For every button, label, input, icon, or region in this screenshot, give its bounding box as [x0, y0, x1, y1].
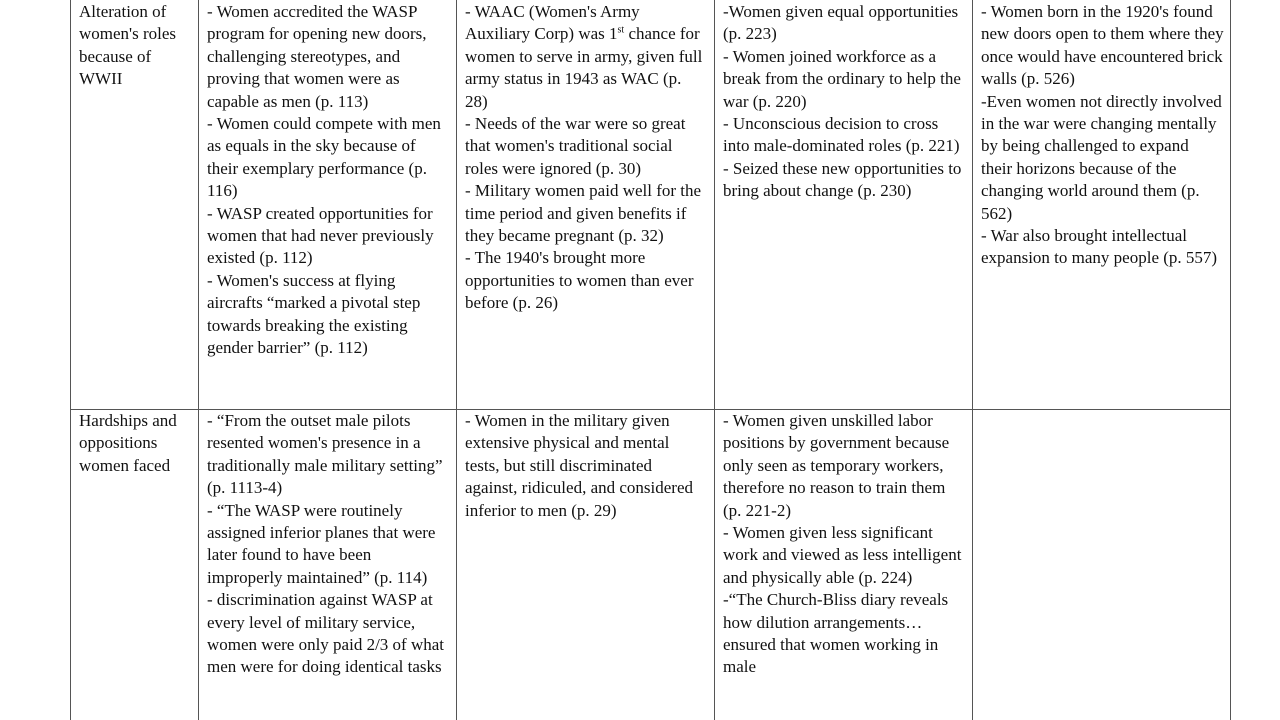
note-item: - Women could compete with men as equals in the sky because of their exemplary performance (p. 116) [207, 114, 441, 201]
note-item: - Women joined workforce as a break from the ordinary to help the war (p. 220) [723, 46, 961, 111]
notes-table [70, 0, 1231, 720]
source-cell-2 [457, 410, 715, 720]
note-item: - Women given unskilled labor positions by government because only seen as temporary workers, therefore no reason to train them (p. 221-2) [723, 411, 950, 520]
note-item: - “The WASP were routinely assigned inferior planes that were later found to have been improperly maintained” (p. 114) [207, 500, 436, 587]
note-item [465, 1, 708, 113]
table-row [71, 0, 1231, 410]
ordinal-suffix: st [617, 24, 625, 36]
note-item: - War also brought intellectual expansion to many people (p. 557) [981, 226, 1218, 268]
source-cell-3 [715, 0, 973, 410]
note-item: - Unconscious decision to cross into male-dominated roles (p. 221) [723, 114, 960, 156]
note-item: - “From the outset male pilots resented women's presence in a traditionally male military setting” (p. 1113-4) [207, 411, 443, 498]
note-item: - The 1940's brought more opportunities to women than ever before (p. 26) [465, 248, 694, 313]
source-cell-1 [199, 410, 457, 720]
source-cell-2 [457, 0, 715, 410]
note-item: -Women given equal opportunities (p. 223) [723, 2, 959, 44]
note-text: chance for women to serve in army, given full army status in 1943 as WAC (p. 28) [465, 24, 703, 111]
note-item: - Women's success at flying aircrafts “marked a pivotal step towards breaking the existing gender barrier” (p. 112) [207, 270, 421, 358]
note-item: - discrimination against WASP at every level of military service, women were only paid 2/3 of what men were for doing identical tasks [207, 590, 444, 677]
source-cell-3 [715, 410, 973, 720]
note-item: - Women given less significant work and viewed as less intelligent and physically able (p. 224) [723, 523, 962, 587]
note-item: - WASP created opportunities for women that had never previously existed (p. 112) [207, 203, 434, 268]
note-item: - Military women paid well for the time period and given benefits if they became pregnant (p. 32) [465, 181, 702, 246]
note-text: - WAAC (Women's Army Auxiliary Corp) was 1 [465, 2, 640, 44]
note-item: -Even women not directly involved in the war were changing mentally by being challenged to expand their horizons because of the changing world around them (p. 562) [981, 91, 1222, 223]
topic-label: Hardships and oppositions women faced [79, 411, 177, 475]
topic-label: Alteration of women's roles because of WWII [79, 2, 177, 89]
topic-cell [71, 410, 199, 720]
note-item: - Seized these new opportunities to bring about change (p. 230) [723, 158, 962, 201]
note-item: - Women in the military given extensive physical and mental tests, but still discriminated against, ridiculed, and considered inferior to men (p. 29) [465, 411, 694, 520]
note-item: - Women born in the 1920's found new doors open to them where they once would have encountered brick walls (p. 526) [981, 2, 1224, 89]
topic-cell [71, 0, 199, 410]
source-cell-4 [973, 0, 1231, 410]
note-item: - Needs of the war were so great that women's traditional social roles were ignored (p. 30) [465, 114, 686, 178]
note-item: - Women accredited the WASP program for opening new doors, challenging stereotypes, and proving that women were as capable as men (p. 113) [207, 2, 427, 111]
table-row [71, 410, 1231, 720]
note-item: -“The Church-Bliss diary reveals how dilution arrangements…ensured that women working in male [723, 590, 949, 677]
source-cell-4-empty [973, 410, 1231, 720]
source-cell-1 [199, 0, 457, 410]
